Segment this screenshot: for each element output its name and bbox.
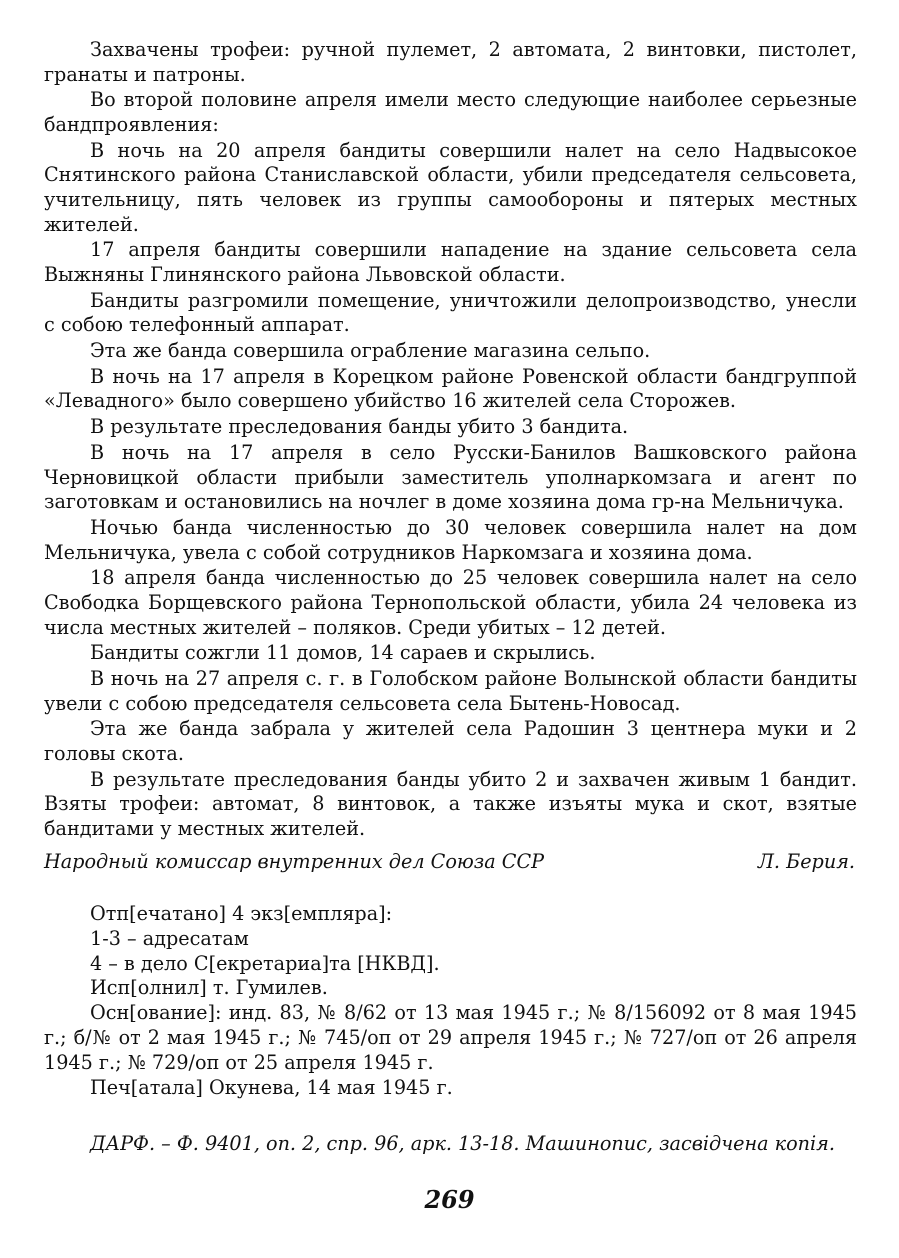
paragraph: В результате преследования банды убито 2 и захвачен живым 1 бандит. Взяты трофеи: автомат, 8 винтовок, а также изъяты мука и скот, взятые бандитами у местных жителей. [44, 767, 857, 841]
paragraph: 17 апреля бандиты совершили нападение на здание сельсовета села Выжняны Глинянского района Львовской области. [44, 238, 857, 286]
paragraph: Бандиты разгромили помещение, уничтожили делопроизводство, унесли с собою телефонный аппарат. [44, 288, 857, 337]
note-line: Печ[атала] Окунева, 14 мая 1945 г. [90, 1075, 453, 1099]
note-line: Отп[ечатано] 4 экз[емпляра]: [90, 902, 393, 925]
paragraph: В ночь на 17 апреля в Корецком районе Ровенской области бандгруппой «Левадного» было совершено убийство 16 жителей села Сторожев. [44, 364, 857, 413]
paragraph: В результате преследования банды убито 3 бандита. [90, 415, 629, 439]
paragraph: Во второй половине апреля имели место следующие наиболее серьезные бандпроявления: [44, 88, 857, 136]
body-text [44, 38, 857, 843]
signatory-name: Л. Берия. [757, 850, 855, 873]
paragraph: Эта же банда совершила ограбление магазина сельпо. [90, 339, 651, 363]
signatory-position: Народный комиссар внутренних дел Союза ССР [44, 850, 545, 873]
paragraph: Бандиты сожгли 11 домов, 14 сараев и скрылись. [90, 641, 596, 665]
document-notes [44, 902, 857, 1100]
paragraph: 18 апреля банда численностью до 25 человек совершила налет на село Свободка Борщевского района Тернопольской области, убила 24 человека из числа местных жителей – поляков. Среди убитых – 12 детей. [44, 566, 857, 639]
paragraph: В ночь на 17 апреля в село Русски-Банилов Вашковского района Черновицкой области прибыли заместитель уполнаркомзага и агент по заготовкам и остановились на ночлег в доме хозяина дома гр-на Мельничука. [44, 441, 857, 514]
note-line: 1-3 – адресатам [90, 926, 249, 950]
note-line: Исп[олнил] т. Гумилев. [90, 976, 328, 1000]
note-line: 4 – в дело С[екретариа]та [НКВД]. [90, 951, 440, 975]
paragraph: В ночь на 20 апреля бандиты совершили налет на село Надвысокое Снятинского района Станиславской области, убили председателя сельсовета, учительницу, пять человек из группы самообороны и пятерых местных жителей. [44, 138, 857, 236]
note-line: Осн[ование]: инд. 83, № 8/62 от 13 мая 1945 г.; № 8/156092 от 8 мая 1945 г.; б/№ от 2 мая 1945 г.; № 745/оп от 29 апреля 1945 г.; № 727/оп от 26 апреля 1945 г.; № 729/оп от 25 апреля 1945 г. [44, 1001, 857, 1074]
paragraph: Эта же банда забрала у жителей села Радошин 3 центнера муки и 2 головы скота. [44, 717, 857, 766]
signature-block [44, 850, 855, 873]
archival-source: ДАРФ. – Ф. 9401, оп. 2, спр. 96, арк. 13-18. Машинопис, засвідчена копія. [90, 1132, 835, 1155]
page-number: 269 [424, 1185, 475, 1214]
paragraph: Ночью банда численностью до 30 человек совершила налет на дом Мельничука, увела с собой сотрудников Наркомзага и хозяина дома. [44, 515, 857, 564]
paragraph: В ночь на 27 апреля с. г. в Голобском районе Волынской области бандиты увели с собою председателя сельсовета села Бытень-Новосад. [44, 667, 857, 715]
paragraph: Захвачены трофеи: ручной пулемет, 2 автомата, 2 винтовки, пистолет, гранаты и патроны. [44, 38, 857, 86]
